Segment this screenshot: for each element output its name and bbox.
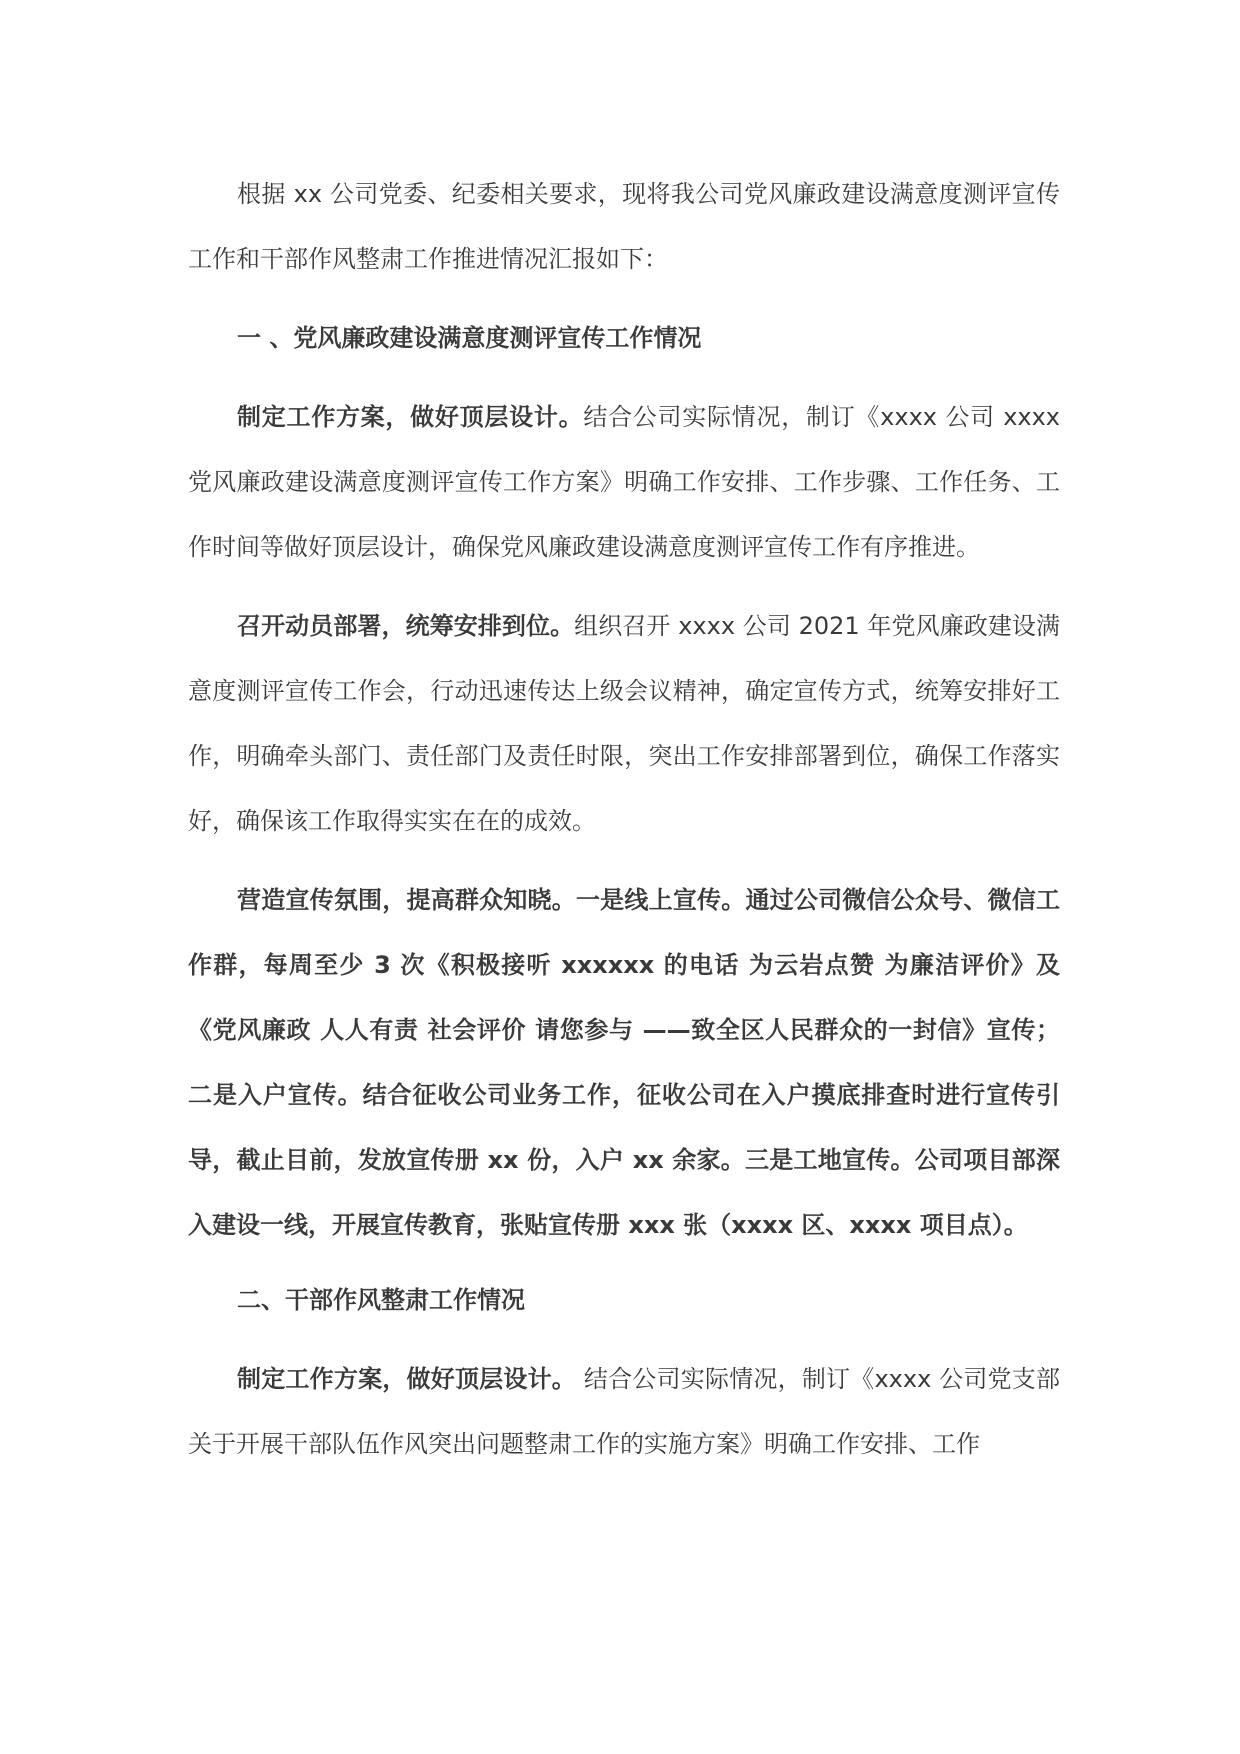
section-1-paragraph-1-lead: 制定工作方案，做好顶层设计。 [237, 403, 584, 431]
section-2-paragraph-1-text: 结合公司实际情况，制订《xxxx 公司党支部关于开展干部队伍作风突出问题整肃工作的实施方案》明确工作安排、工作 [188, 1365, 1060, 1458]
section-1-paragraph-2-lead: 召开动员部署，统筹安排到位。 [237, 612, 575, 640]
section-2-paragraph-1 [188, 1347, 1060, 1477]
section-1-paragraph-1 [188, 385, 1060, 580]
section-2-heading: 二、干部作风整肃工作情况 [237, 1286, 525, 1314]
section-1-paragraph-2-text: 组织召开 xxxx 公司 2021 年党风廉政建设满意度测评宣传工作会，行动迅速传达上级会议精神，确定宣传方式，统筹安排好工作，明确牵头部门、责任部门及责任时限，突出工作安排部署到位，确保工作落实好，确保该工作取得实实在在的成效。 [188, 612, 1060, 835]
intro-paragraph [188, 162, 1060, 292]
section-1-paragraph-3-text: 营造宣传氛围，提高群众知晓。一是线上宣传。通过公司微信公众号、微信工作群，每周至少 3 次《积极接听 xxxxxx 的电话 为云岩点赞 为廉洁评价》及《党风廉政 人人有责 社会评价 请您参与 ——致全区人民群众的一封信》宣传；二是入户宣传。结合征收公司业务工作，征收公司在入户摸底排查时进行宣传引导，截止目前，发放宣传册 xx 份，入户 xx 余家。三是工地宣传。公司项目部深入建设一线，开展宣传教育，张贴宣传册 xxx 张（xxxx 区、xxxx 项目点）。 [188, 886, 1060, 1239]
document-body [188, 162, 1060, 1477]
section-1-paragraph-1-text: 结合公司实际情况，制订《xxxx 公司 xxxx 党风廉政建设满意度测评宣传工作方案》明确工作安排、工作步骤、工作任务、工作时间等做好顶层设计，确保党风廉政建设满意度测评宣传工作有序推进。 [188, 403, 1061, 561]
section-1-paragraph-2 [188, 594, 1060, 854]
section-2-paragraph-1-lead: 制定工作方案，做好顶层设计。 [237, 1365, 577, 1393]
section-1-paragraph-3 [188, 868, 1060, 1258]
intro-text: 根据 xx 公司党委、纪委相关要求，现将我公司党风廉政建设满意度测评宣传工作和干部作风整肃工作推进情况汇报如下： [188, 180, 1060, 273]
section-1-heading: 一 、党风廉政建设满意度测评宣传工作情况 [237, 324, 702, 352]
